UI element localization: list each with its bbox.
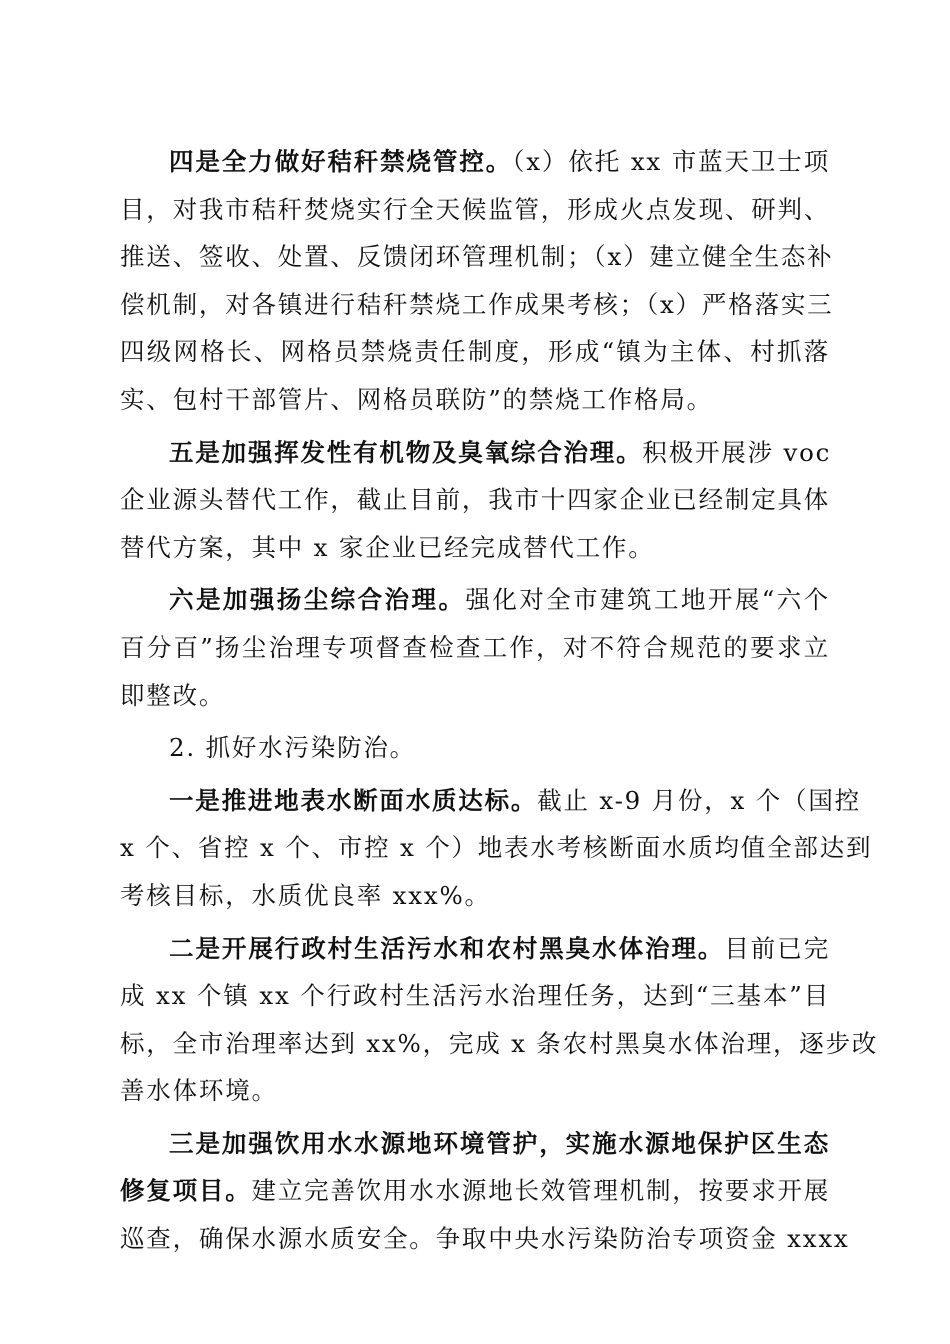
paragraph-line: 善水体环境。 (120, 1076, 278, 1106)
paragraph-straw-burning (120, 138, 834, 424)
paragraph-lead: 三是加强饮用水水源地环境管护，实施水源地保护区生态 (169, 1128, 830, 1158)
paragraph-line (120, 138, 830, 186)
section-heading-text (120, 724, 830, 772)
paragraph-line: x 个、省控 x 个、市控 x 个）地表水考核断面水质均值全部达到 (120, 833, 873, 863)
document-page (120, 138, 879, 1268)
paragraph-line: 百分百”扬尘治理专项督查检查工作，对不符合规范的要求立 (120, 632, 830, 662)
paragraph-line: 偿机制，对各镇进行秸秆禁烧工作成果考核；（x）严格落实三 (120, 289, 834, 319)
paragraph-line (120, 576, 830, 624)
paragraph-surface-water (120, 777, 873, 920)
paragraph-text: 建立完善饮用水水源地长效管理机制，按要求开展 (251, 1176, 831, 1206)
paragraph-line: 标，全市治理率达到 xx%，完成 x 条农村黑臭水体治理，逐步改 (120, 1028, 879, 1058)
paragraph-dust-control (120, 576, 830, 719)
paragraph-lead: 四是全力做好秸秆禁烧管控。 (169, 147, 513, 176)
paragraph-line (120, 777, 861, 825)
paragraph-line: 四级网格长、网格员禁烧责任制度，形成“镇为主体、村抓落 (120, 337, 830, 367)
paragraph-text: 2. 抓好水污染防治。 (169, 733, 416, 763)
paragraph-line: 目，对我市秸秆焚烧实行全天候监管，形成火点发现、研判、 (120, 194, 831, 224)
paragraph-lead: 五是加强挥发性有机物及臭氧综合治理。 (169, 437, 643, 467)
paragraph-line: 实、包村干部管片、网格员联防”的禁烧工作格局。 (120, 384, 713, 414)
paragraph-line: 替代方案，其中 x 家企业已经完成替代工作。 (120, 532, 655, 562)
paragraph-lead: 六是加强扬尘综合治理。 (169, 585, 466, 615)
paragraph-lead: 一是推进地表水断面水质达标。 (169, 785, 538, 815)
paragraph-line: 成 xx 个镇 xx 个行政村生活污水治理任务，达到“三基本”目 (120, 981, 830, 1011)
paragraph-village-sewage (120, 925, 879, 1115)
paragraph-line (120, 429, 830, 477)
paragraph-text: 积极开展涉 voc (642, 437, 832, 467)
paragraph-line: 即整改。 (120, 680, 226, 710)
paragraph-lead-continued: 修复项目。 (120, 1176, 252, 1206)
paragraph-line: 考核目标，水质优良率 xxx%。 (120, 880, 491, 910)
paragraph-drinking-water (120, 1120, 850, 1263)
paragraph-text: 强化对全市建筑工地开展“六个 (465, 585, 830, 615)
paragraph-text: （x）依托 xx 市蓝天卫士项 (512, 147, 830, 176)
paragraph-line: 巡查，确保水源水质安全。争取中央水污染防治专项资金 xxxx (120, 1224, 850, 1254)
paragraph-line (120, 1120, 830, 1168)
paragraph-lead: 二是开展行政村生活污水和农村黑臭水体治理。 (169, 933, 725, 963)
section-heading-water-pollution (120, 724, 830, 772)
paragraph-line (120, 925, 830, 973)
paragraph-line (120, 1167, 830, 1215)
paragraph-text: 截止 x-9 月份，x 个（国控 (537, 785, 861, 815)
paragraph-text: 目前已完 (724, 933, 830, 963)
paragraph-line: 企业源头替代工作，截止目前，我市十四家企业已经制定具体 (120, 485, 831, 515)
paragraph-voc-ozone (120, 429, 830, 572)
paragraph-line: 推送、签收、处置、反馈闭环管理机制；（x）建立健全生态补 (120, 242, 834, 272)
